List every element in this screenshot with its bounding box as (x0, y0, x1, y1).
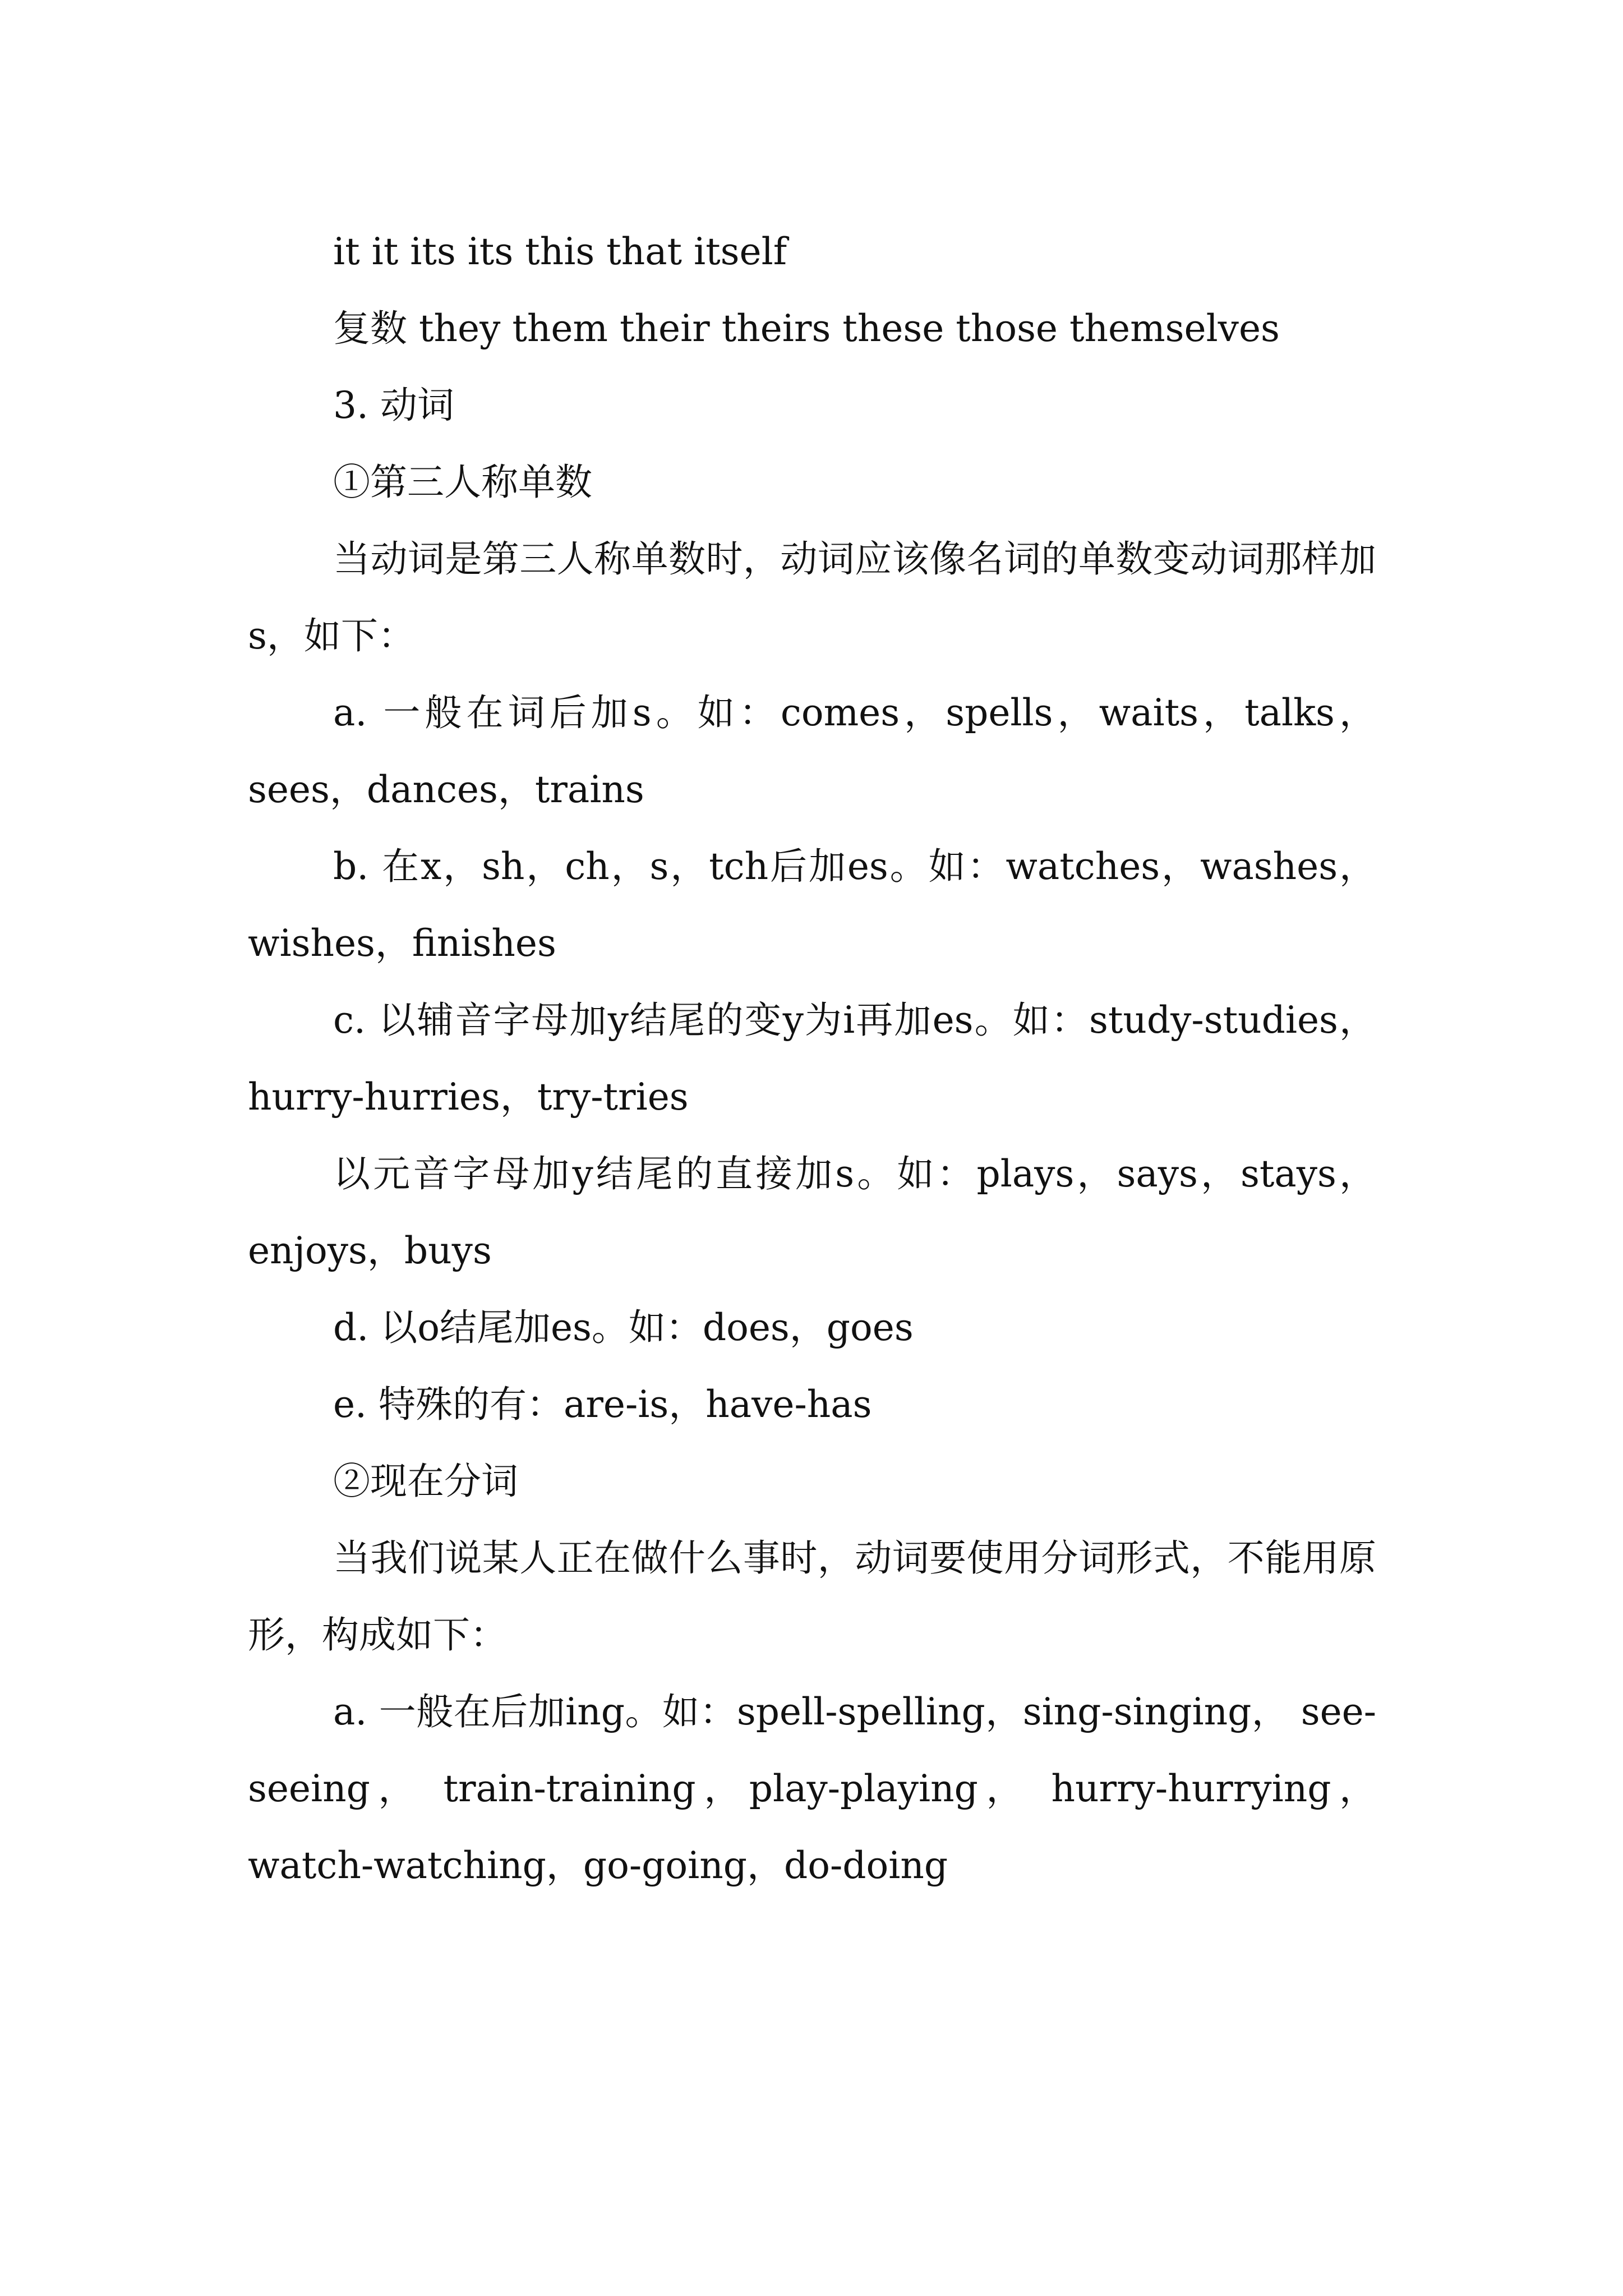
section-heading-verb: 3. 动词 (333, 384, 454, 427)
rule-item-c-vowel: 以元音字母加y结尾的直接加s。如：plays，says，stays，enjoys，buys (248, 1152, 1376, 1272)
rule-item-a: a. 一般在词后加s。如：comes，spells，waits，talks，sees，dances，trains (248, 691, 1376, 811)
pronoun-line-singular: it it its its this that itself (333, 230, 787, 273)
participle-item-a: a. 一般在后加ing。如：spell-spelling，sing-singing， see-seeing， train-training，play-playing， hurry-hurrying， watch-watching，go-going，do-doing (248, 1690, 1376, 1887)
document-body (248, 213, 1376, 1904)
paragraph-third-person-intro: 当动词是第三人称单数时，动词应该像名词的单数变动词那样加s，如下： (248, 537, 1376, 657)
rule-item-d: d. 以o结尾加es。如：does，goes (333, 1306, 914, 1349)
rule-item-e: e. 特殊的有：are-is，have-has (333, 1383, 872, 1426)
pronoun-line-plural: 复数 they them their theirs these those themselves (333, 307, 1280, 350)
subheading-third-person-singular: ①第三人称单数 (333, 461, 592, 504)
subheading-present-participle: ②现在分词 (333, 1460, 518, 1503)
paragraph-participle-intro: 当我们说某人正在做什么事时，动词要使用分词形式，不能用原形，构成如下： (248, 1536, 1376, 1657)
rule-item-b: b. 在x，sh，ch，s，tch后加es。如：watches，washes，wishes，finishes (248, 845, 1376, 965)
rule-item-c: c. 以辅音字母加y结尾的变y为i再加es。如：study-studies，hurry-hurries，try-tries (248, 999, 1376, 1119)
